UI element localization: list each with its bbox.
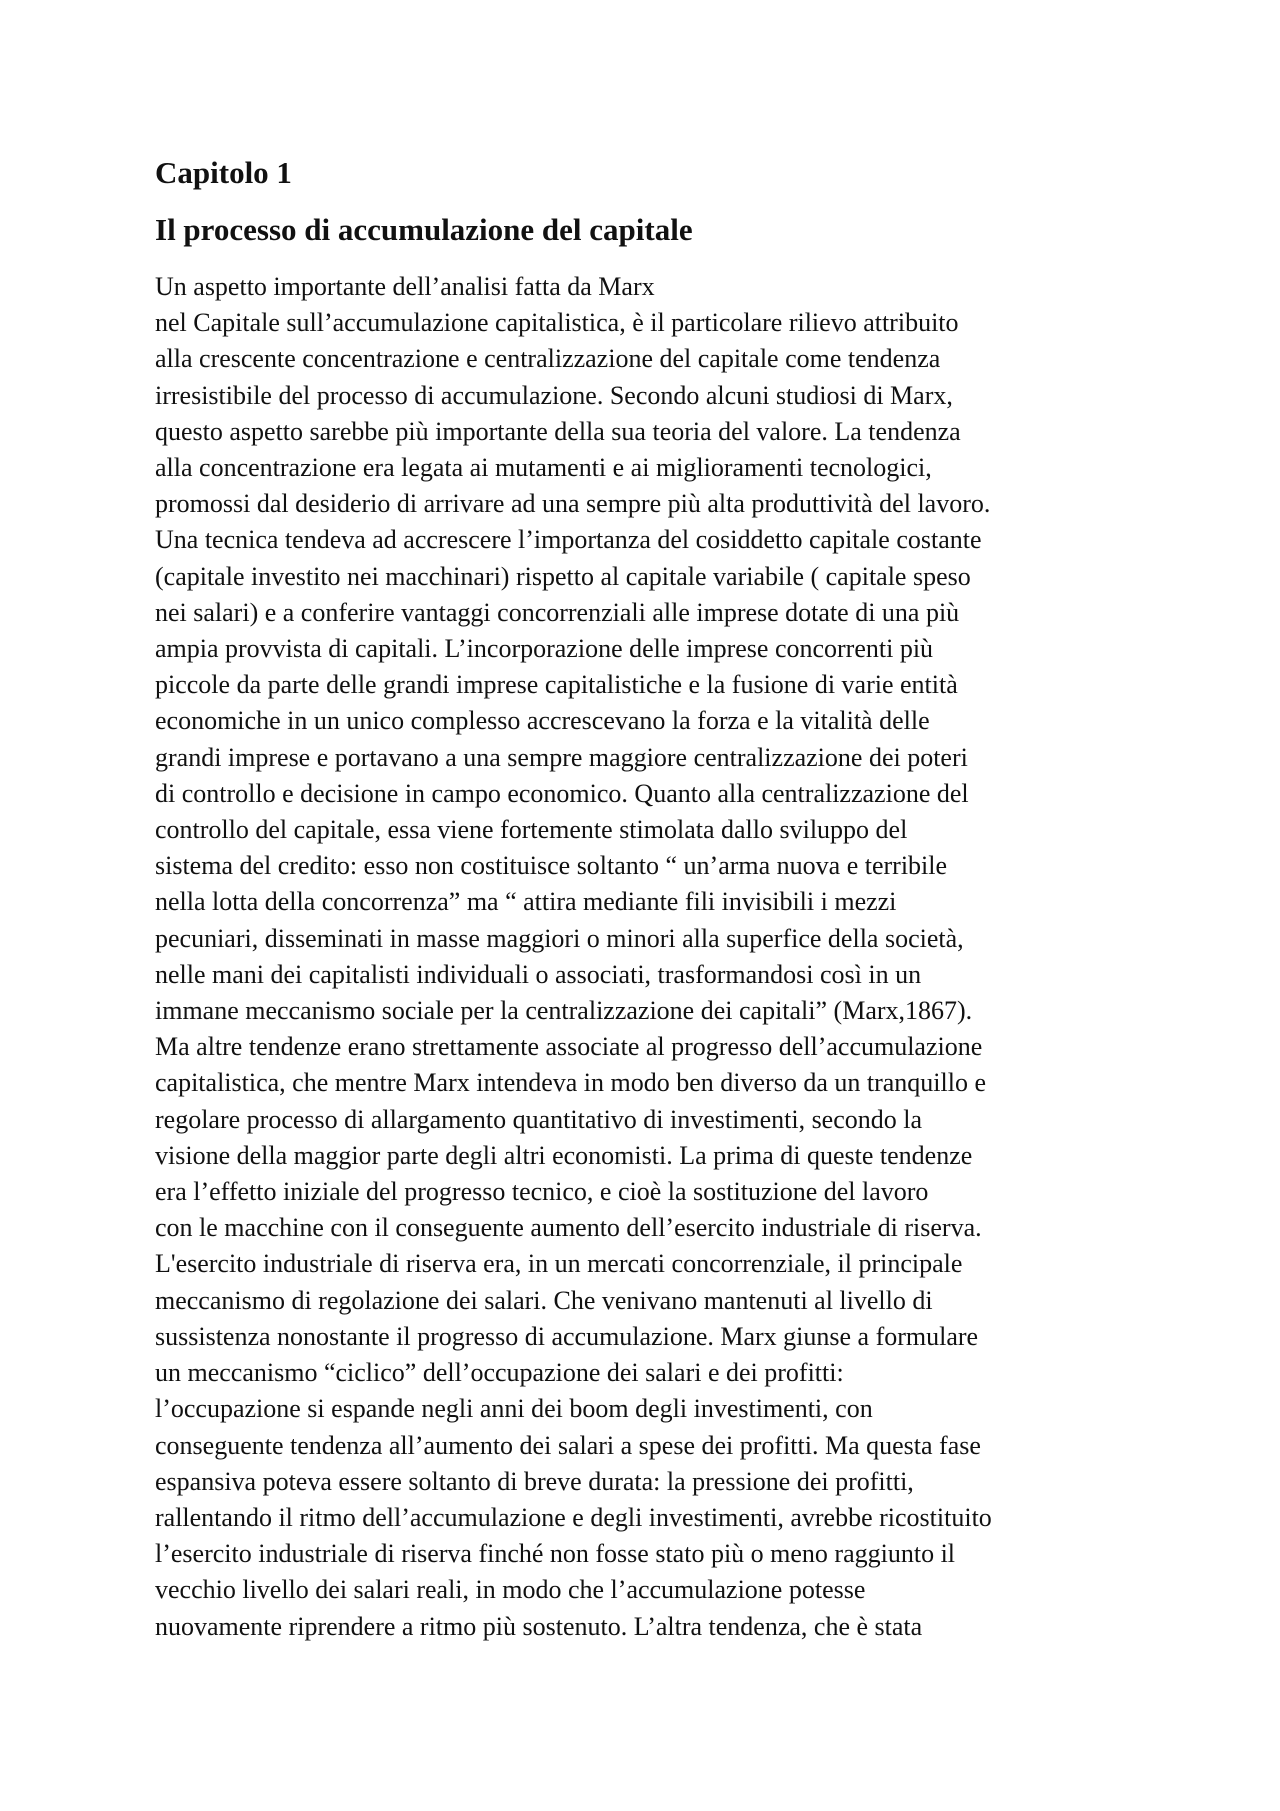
text-line: ampia provvista di capitali. L’incorporazione delle imprese concorrenti più xyxy=(155,634,934,664)
text-line: espansiva poteva essere soltanto di breve durata: la pressione dei profitti, xyxy=(155,1466,914,1496)
text-line: era l’effetto iniziale del progresso tecnico, e cioè la sostituzione del lavoro xyxy=(155,1177,929,1207)
text-line: conseguente tendenza all’aumento dei salari a spese dei profitti. Ma questa fase xyxy=(155,1430,981,1460)
body-paragraph xyxy=(155,269,1165,1645)
text-line: sussistenza nonostante il progresso di accumulazione. Marx giunse a formulare xyxy=(155,1321,979,1351)
text-line: rallentando il ritmo dell’accumulazione e degli investimenti, avrebbe ricostituito xyxy=(155,1502,992,1532)
text-line: nella lotta della concorrenza” ma “ attira mediante fili invisibili i mezzi xyxy=(155,887,897,917)
text-line: controllo del capitale, essa viene fortemente stimolata dallo sviluppo del xyxy=(155,815,908,845)
text-line: economiche in un unico complesso accrescevano la forza e la vitalità delle xyxy=(155,706,930,736)
text-line: visione della maggior parte degli altri economisti. La prima di queste tendenze xyxy=(155,1140,973,1170)
chapter-title: Il processo di accumulazione del capitale xyxy=(155,212,693,247)
page-content xyxy=(155,150,1165,1645)
text-line: nelle mani dei capitalisti individuali o associati, trasformandosi così in un xyxy=(155,959,922,989)
text-line: di controllo e decisione in campo economico. Quanto alla centralizzazione del xyxy=(155,778,969,808)
text-line: nuovamente riprendere a ritmo più sostenuto. L’altra tendenza, che è stata xyxy=(155,1611,923,1641)
text-line: un meccanismo “ciclico” dell’occupazione dei salari e dei profitti: xyxy=(155,1358,844,1388)
text-line: alla crescente concentrazione e centralizzazione del capitale come tendenza xyxy=(155,344,941,374)
text-line: nel Capitale sull’accumulazione capitalistica, è il particolare rilievo attribuito xyxy=(155,308,959,338)
text-line: (capitale investito nei macchinari) rispetto al capitale variabile ( capitale speso xyxy=(155,561,971,591)
text-line: irresistibile del processo di accumulazione. Secondo alcuni studiosi di Marx, xyxy=(155,380,953,410)
text-line: L'esercito industriale di riserva era, in un mercati concorrenziale, il principale xyxy=(155,1249,963,1279)
text-line: questo aspetto sarebbe più importante della sua teoria del valore. La tendenza xyxy=(155,416,961,446)
text-line: piccole da parte delle grandi imprese capitalistiche e la fusione di varie entità xyxy=(155,670,958,700)
text-line: Un aspetto importante dell’analisi fatta da Marx xyxy=(155,272,655,301)
text-line: meccanismo di regolazione dei salari. Che venivano mantenuti al livello di xyxy=(155,1285,933,1315)
text-line: l’esercito industriale di riserva finché non fosse stato più o meno raggiunto il xyxy=(155,1539,956,1569)
text-line: l’occupazione si espande negli anni dei boom degli investimenti, con xyxy=(155,1394,873,1424)
text-line: grandi imprese e portavano a una sempre maggiore centralizzazione dei poteri xyxy=(155,742,968,772)
chapter-label: Capitolo 1 xyxy=(155,155,292,190)
text-line: sistema del credito: esso non costituisce soltanto “ un’arma nuova e terribile xyxy=(155,851,948,881)
text-line: capitalistica, che mentre Marx intendeva in modo ben diverso da un tranquillo e xyxy=(155,1068,987,1098)
text-line: nei salari) e a conferire vantaggi concorrenziali alle imprese dotate di una più xyxy=(155,597,960,627)
text-line: immane meccanismo sociale per la centralizzazione dei capitali” (Marx,1867). xyxy=(155,996,973,1026)
text-line: regolare processo di allargamento quantitativo di investimenti, secondo la xyxy=(155,1104,923,1134)
text-line: alla concentrazione era legata ai mutamenti e ai miglioramenti tecnologici, xyxy=(155,453,932,483)
text-line: pecuniari, disseminati in masse maggiori o minori alla superfice della società, xyxy=(155,923,964,953)
text-line: Ma altre tendenze erano strettamente associate al progresso dell’accumulazione xyxy=(155,1032,983,1062)
text-line: con le macchine con il conseguente aumento dell’esercito industriale di riserva. xyxy=(155,1213,982,1243)
text-line: vecchio livello dei salari reali, in modo che l’accumulazione potesse xyxy=(155,1575,866,1605)
text-line: Una tecnica tendeva ad accrescere l’importanza del cosiddetto capitale costante xyxy=(155,525,982,555)
text-line: promossi dal desiderio di arrivare ad una sempre più alta produttività del lavoro. xyxy=(155,489,991,519)
